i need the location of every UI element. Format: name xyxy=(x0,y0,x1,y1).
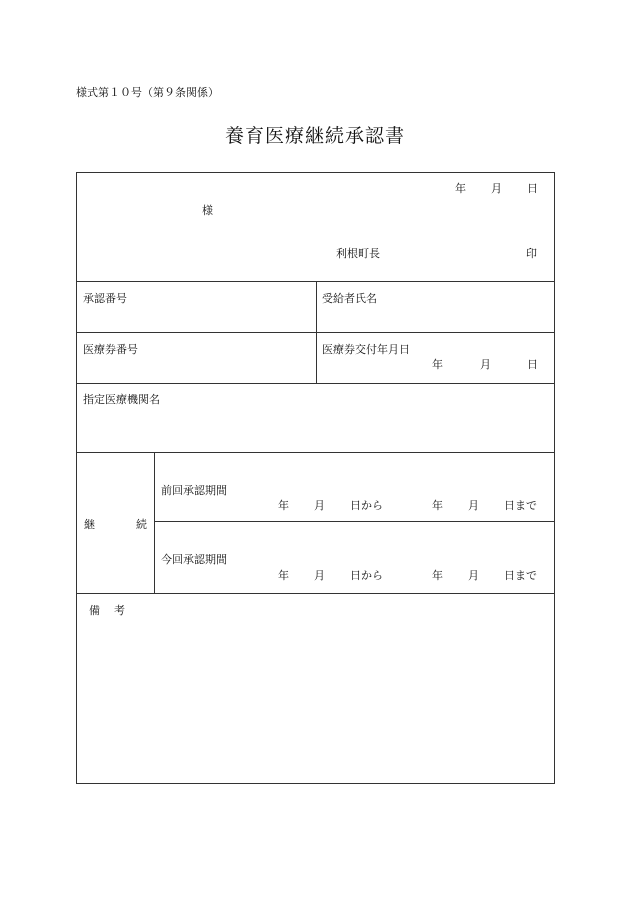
ticket-number-label: 医療券番号 xyxy=(83,343,138,356)
current-to-day: 日まで xyxy=(504,569,537,582)
institution-label: 指定医療機関名 xyxy=(83,393,160,406)
form-number: 様式第１０号（第９条関係） xyxy=(76,86,219,99)
recipient-name-label: 受給者氏名 xyxy=(322,292,377,305)
approval-number-label: 承認番号 xyxy=(83,292,127,305)
previous-from-year: 年 xyxy=(278,499,289,512)
previous-period-label: 前回承認期間 xyxy=(161,484,227,497)
current-to-month: 月 xyxy=(468,569,479,582)
addressee-sama: 様 xyxy=(202,204,213,217)
row-divider-4 xyxy=(76,452,555,453)
previous-to-day: 日まで xyxy=(504,499,537,512)
continuation-label-char-1: 継 xyxy=(84,518,95,531)
row-divider-5 xyxy=(154,521,555,522)
date-year: 年 xyxy=(455,182,466,195)
form-frame xyxy=(76,172,555,784)
previous-from-month: 月 xyxy=(314,499,325,512)
previous-to-year: 年 xyxy=(432,499,443,512)
issue-day: 日 xyxy=(527,358,538,371)
date-day: 日 xyxy=(527,182,538,195)
document-title: 養育医療継続承認書 xyxy=(224,125,405,147)
remarks-label-char-2: 考 xyxy=(114,604,125,617)
row-divider-3 xyxy=(76,383,555,384)
remarks-label-char-1: 備 xyxy=(89,604,100,617)
row-divider-6 xyxy=(76,593,555,594)
current-from-month: 月 xyxy=(314,569,325,582)
current-to-year: 年 xyxy=(432,569,443,582)
current-from-day: 日から xyxy=(350,569,383,582)
previous-from-day: 日から xyxy=(350,499,383,512)
current-from-year: 年 xyxy=(278,569,289,582)
date-month: 月 xyxy=(491,182,502,195)
issue-year: 年 xyxy=(432,358,443,371)
col-divider-1 xyxy=(316,281,317,383)
previous-to-month: 月 xyxy=(468,499,479,512)
continuation-label-char-2: 続 xyxy=(136,518,147,531)
current-period-label: 今回承認期間 xyxy=(161,553,227,566)
issue-month: 月 xyxy=(480,358,491,371)
issuer-name: 利根町長 xyxy=(336,247,380,260)
col-divider-2 xyxy=(154,452,155,593)
ticket-issue-date-label: 医療券交付年月日 xyxy=(322,343,410,356)
seal-mark: 印 xyxy=(526,247,537,260)
